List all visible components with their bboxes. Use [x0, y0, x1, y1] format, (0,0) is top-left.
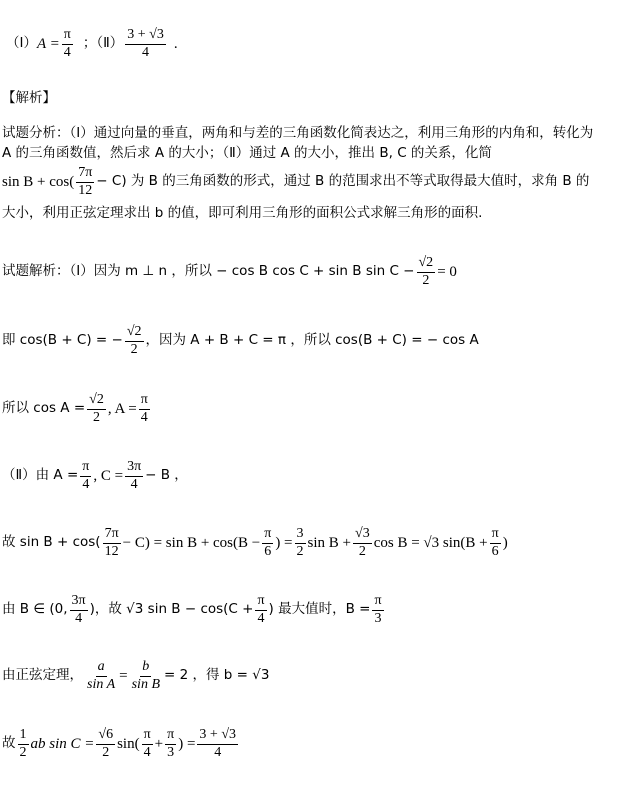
fraction-denominator: 4 — [63, 44, 71, 60]
fraction-numerator: π — [490, 527, 501, 544]
analysis-fraction — [76, 166, 94, 198]
fraction-denominator: 2 — [296, 543, 304, 559]
fraction-denominator: 3 — [167, 744, 175, 760]
solution-text: 由正弦定理， — [2, 667, 83, 684]
answer-part1-label: （Ⅰ） — [6, 35, 37, 52]
fraction-numerator: 3 — [295, 527, 306, 544]
solution-text: ) — [502, 534, 508, 551]
fraction-numerator: π — [262, 527, 273, 544]
solution-line-2 — [2, 325, 479, 357]
fraction-denominator: 12 — [78, 182, 93, 198]
fraction-numerator: 3π — [125, 460, 143, 477]
fraction-denominator: 4 — [257, 610, 265, 626]
analysis-line-2: A 的三角函数值，然后求 A 的大小；（Ⅱ）通过 A 的大小，推出 B, C 的关系，化简 — [2, 145, 492, 161]
fraction-numerator: π — [139, 393, 150, 410]
solution-text: − C) = sin B + cos(B − — [122, 534, 261, 551]
solution-text: sin B + — [307, 534, 352, 551]
fraction-numerator: √2 — [417, 256, 436, 273]
solution-text: = — [119, 667, 128, 684]
solution-fraction — [165, 728, 176, 760]
fraction-denominator: sin A — [87, 676, 116, 692]
answer-part2-fraction — [125, 28, 166, 60]
analysis-line-4: 大小，利用正弦定理求出 b 的值，即可利用三角形的面积公式求解三角形的面积. — [2, 205, 483, 221]
fraction-denominator: 6 — [491, 543, 499, 559]
fraction-denominator: 2 — [19, 744, 27, 760]
fraction-denominator: 12 — [104, 543, 119, 559]
solution-text: )，故 √3 sin B − cos(C + — [89, 601, 254, 618]
solution-text: 故 sin B + cos( — [2, 534, 101, 551]
answer-line — [6, 28, 178, 60]
solution-line-1 — [2, 256, 457, 288]
fraction-numerator: π — [62, 28, 73, 45]
answer-part1-text: A = — [36, 35, 60, 52]
solution-fraction — [262, 527, 273, 559]
analysis-expr-a: sin B + cos( — [2, 173, 75, 190]
fraction-numerator: π — [80, 460, 91, 477]
solution-fraction — [70, 594, 88, 626]
solution-text: ) 最大值时，B = — [268, 601, 371, 618]
fraction-denominator: 4 — [214, 744, 222, 760]
solution-fraction — [295, 527, 306, 559]
solution-fraction — [125, 460, 143, 492]
fraction-denominator: sin B — [131, 676, 160, 692]
fraction-numerator: b — [140, 660, 151, 677]
solution-text: − B ， — [145, 467, 188, 484]
fraction-denominator: 3 — [374, 610, 382, 626]
solution-text: , C = — [93, 467, 124, 484]
solution-text: , A = — [107, 400, 137, 417]
fraction-numerator: π — [255, 594, 266, 611]
analysis-line-1: 试题分析：（Ⅰ）通过向量的垂直，两角和与差的三角函数化简表达之，利用三角形的内角和，转化为 — [2, 125, 594, 141]
analysis-expr-b: − C) 为 B 的三角函数的形式，通过 B 的范围求出不等式取得最大值时，求角 B 的 — [96, 173, 590, 190]
fraction-denominator: 4 — [130, 476, 138, 492]
solution-text: cos B = √3 sin(B + — [373, 534, 488, 551]
fraction-numerator: 3π — [70, 594, 88, 611]
solution-fraction — [18, 728, 29, 760]
fraction-denominator: 4 — [75, 610, 83, 626]
solution-text: 故 — [2, 735, 16, 752]
solution-line-5 — [2, 527, 508, 559]
fraction-denominator: 2 — [92, 409, 100, 425]
solution-text: = 2 ，得 b = √3 — [164, 667, 270, 684]
solution-text: 由 B ∈ (0, — [2, 601, 68, 618]
solution-fraction — [130, 660, 162, 692]
solution-fraction — [197, 728, 238, 760]
solution-fraction — [80, 460, 91, 492]
fraction-denominator: 4 — [140, 409, 148, 425]
fraction-denominator: 4 — [142, 44, 150, 60]
analysis-heading: 【解析】 — [2, 90, 56, 106]
fraction-denominator: 2 — [130, 341, 138, 357]
answer-part1-fraction — [62, 28, 73, 60]
solution-fraction — [142, 728, 153, 760]
solution-fraction — [125, 325, 144, 357]
solution-text: 所以 cos A = — [2, 400, 86, 417]
solution-fraction — [255, 594, 266, 626]
solution-fraction — [372, 594, 383, 626]
fraction-numerator: √2 — [125, 325, 144, 342]
fraction-denominator: 6 — [264, 543, 272, 559]
fraction-denominator: 2 — [102, 744, 110, 760]
fraction-denominator: 4 — [82, 476, 90, 492]
analysis-line-3 — [2, 166, 589, 198]
solution-fraction — [139, 393, 150, 425]
fraction-numerator: 1 — [18, 728, 29, 745]
solution-fraction — [353, 527, 372, 559]
fraction-numerator: √6 — [96, 728, 115, 745]
solution-text: ，因为 A + B + C = π ，所以 cos(B + C) = − cos A — [145, 332, 479, 349]
solution-fraction — [103, 527, 121, 559]
answer-separator: ；（Ⅱ） — [82, 35, 124, 52]
solution-line-7 — [2, 660, 269, 692]
solution-text: + — [154, 735, 164, 752]
fraction-numerator: √3 — [353, 527, 372, 544]
solution-line-6 — [2, 594, 386, 626]
solution-text: sin( — [117, 735, 140, 752]
solution-text: 即 cos(B + C) = − — [2, 332, 123, 349]
fraction-numerator: 3 + √3 — [197, 728, 238, 745]
fraction-numerator: 7π — [103, 527, 121, 544]
solution-text: 试题解析：（Ⅰ）因为 m ⊥ n ，所以 − cos B cos C + sin B sin C − — [2, 263, 415, 280]
solution-line-3 — [2, 393, 152, 425]
solution-fraction — [96, 728, 115, 760]
solution-text: ) = — [275, 534, 293, 551]
fraction-numerator: π — [142, 728, 153, 745]
solution-fraction — [87, 393, 106, 425]
solution-line-8 — [2, 728, 240, 760]
solution-fraction — [490, 527, 501, 559]
fraction-numerator: a — [96, 660, 107, 677]
fraction-denominator: 2 — [422, 272, 430, 288]
solution-text: ab sin C = — [30, 735, 95, 752]
solution-text: ) = — [178, 735, 196, 752]
fraction-denominator: 4 — [143, 744, 151, 760]
fraction-denominator: 2 — [358, 543, 366, 559]
solution-line-4 — [2, 460, 188, 492]
fraction-numerator: 3 + √3 — [125, 28, 166, 45]
fraction-numerator: π — [372, 594, 383, 611]
fraction-numerator: π — [165, 728, 176, 745]
solution-text: = 0 — [437, 263, 457, 280]
fraction-numerator: √2 — [87, 393, 106, 410]
fraction-numerator: 7π — [76, 166, 94, 183]
solution-text: （Ⅱ）由 A = — [2, 467, 79, 484]
solution-fraction — [417, 256, 436, 288]
solution-fraction — [85, 660, 117, 692]
answer-end: . — [173, 35, 178, 52]
